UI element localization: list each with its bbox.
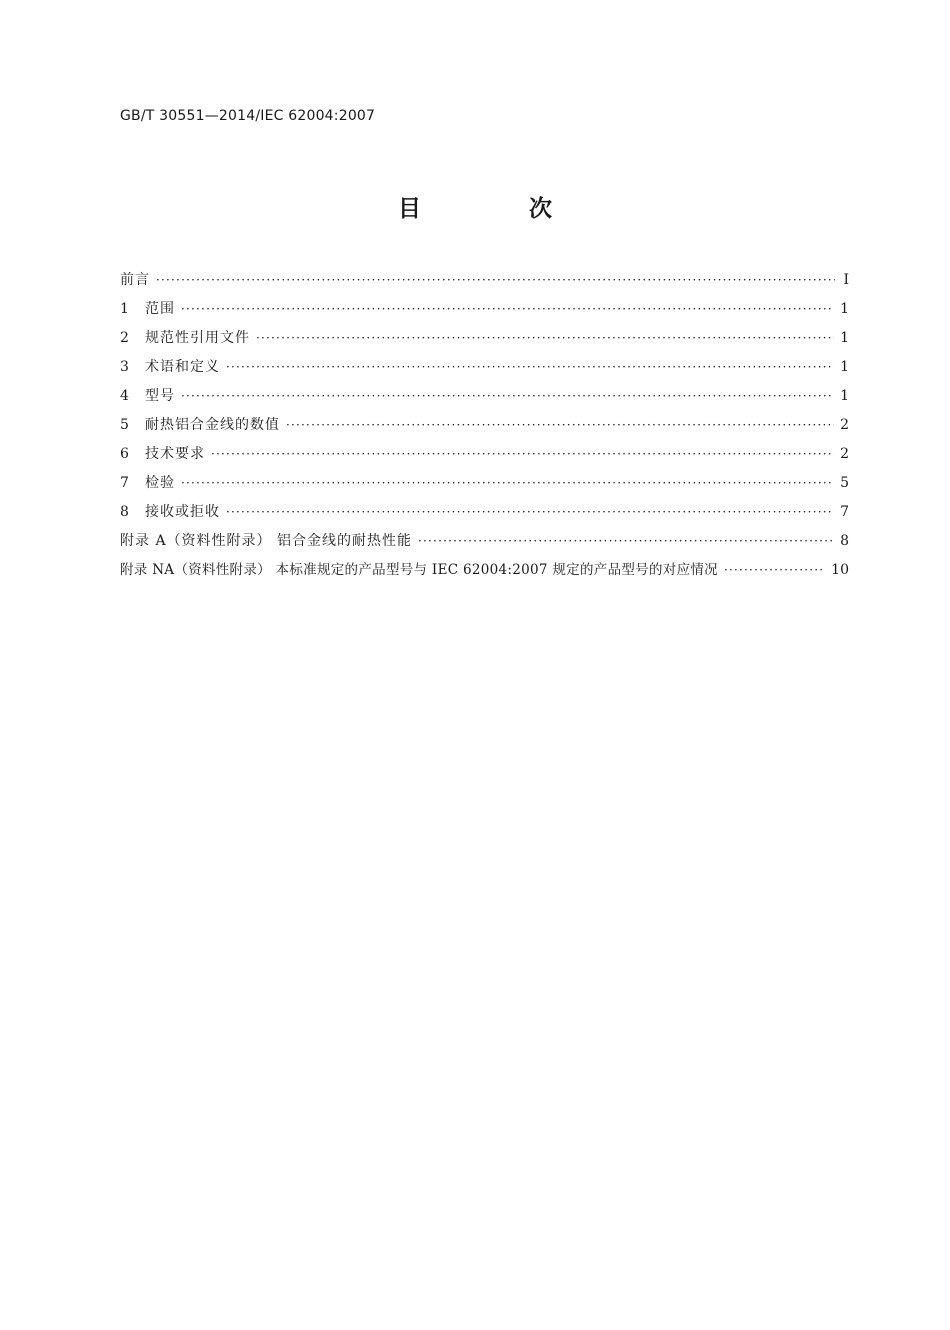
toc-entry-label: 型号 — [145, 388, 175, 404]
toc-entry-values[interactable] — [120, 411, 849, 440]
toc-entry-number: 2 — [120, 330, 129, 346]
toc-entry-page: 2 — [840, 417, 849, 433]
table-of-contents — [120, 266, 849, 585]
toc-entry-annex-a[interactable] — [120, 527, 849, 556]
toc-entry-page: 1 — [840, 388, 849, 404]
toc-title: 目 次 — [397, 196, 602, 222]
toc-entry-page: 1 — [840, 330, 849, 346]
leader-dots — [724, 556, 825, 585]
leader-dots — [181, 295, 834, 324]
toc-entry-normative-references[interactable] — [120, 324, 849, 353]
toc-entry-number: 5 — [120, 417, 129, 433]
toc-entry-requirements[interactable] — [120, 440, 849, 469]
toc-entry-page: 5 — [840, 475, 849, 491]
toc-entry-scope[interactable] — [120, 295, 849, 324]
toc-entry-number: 6 — [120, 446, 129, 462]
leader-dots — [226, 353, 834, 382]
toc-entry-number: 4 — [120, 388, 129, 404]
toc-entry-number: 1 — [120, 301, 129, 317]
toc-entry-foreword[interactable] — [120, 266, 849, 295]
toc-entry-label: 接收或拒收 — [145, 504, 220, 520]
toc-entry-label: 附录 NA（资料性附录） 本标准规定的产品型号与 IEC 62004:2007 规定的产品型号的对应情况 — [120, 562, 718, 578]
toc-entry-number: 3 — [120, 359, 129, 375]
toc-entry-page: 10 — [831, 562, 849, 578]
leader-dots — [181, 469, 834, 498]
toc-entry-designation[interactable] — [120, 382, 849, 411]
leader-dots — [226, 498, 834, 527]
toc-entry-label: 前言 — [120, 272, 150, 288]
leader-dots — [181, 382, 834, 411]
toc-entry-label: 技术要求 — [145, 446, 205, 462]
toc-entry-number: 7 — [120, 475, 129, 491]
leader-dots — [211, 440, 834, 469]
toc-entry-label: 耐热铝合金线的数值 — [145, 417, 280, 433]
toc-entry-page: 8 — [840, 533, 849, 549]
toc-entry-label: 术语和定义 — [145, 359, 220, 375]
toc-entry-terms-definitions[interactable] — [120, 353, 849, 382]
toc-entry-acceptance[interactable] — [120, 498, 849, 527]
toc-entry-label: 附录 A（资料性附录） 铝合金线的耐热性能 — [120, 533, 413, 549]
toc-entry-page: 7 — [840, 504, 849, 520]
leader-dots — [286, 411, 834, 440]
toc-entry-page: 1 — [840, 359, 849, 375]
leader-dots — [256, 324, 834, 353]
toc-entry-label: 规范性引用文件 — [145, 330, 250, 346]
toc-entry-number: 8 — [120, 504, 129, 520]
toc-entry-inspection[interactable] — [120, 469, 849, 498]
leader-dots — [418, 527, 834, 556]
toc-entry-page: 2 — [840, 446, 849, 462]
toc-entry-label: 检验 — [145, 475, 175, 491]
toc-entry-page: 1 — [840, 301, 849, 317]
leader-dots — [156, 266, 835, 295]
standard-code: GB/T 30551—2014/IEC 62004:2007 — [120, 108, 376, 124]
toc-entry-page: Ⅰ — [843, 272, 849, 288]
toc-entry-annex-na[interactable] — [120, 556, 849, 585]
toc-entry-label: 范围 — [145, 301, 175, 317]
